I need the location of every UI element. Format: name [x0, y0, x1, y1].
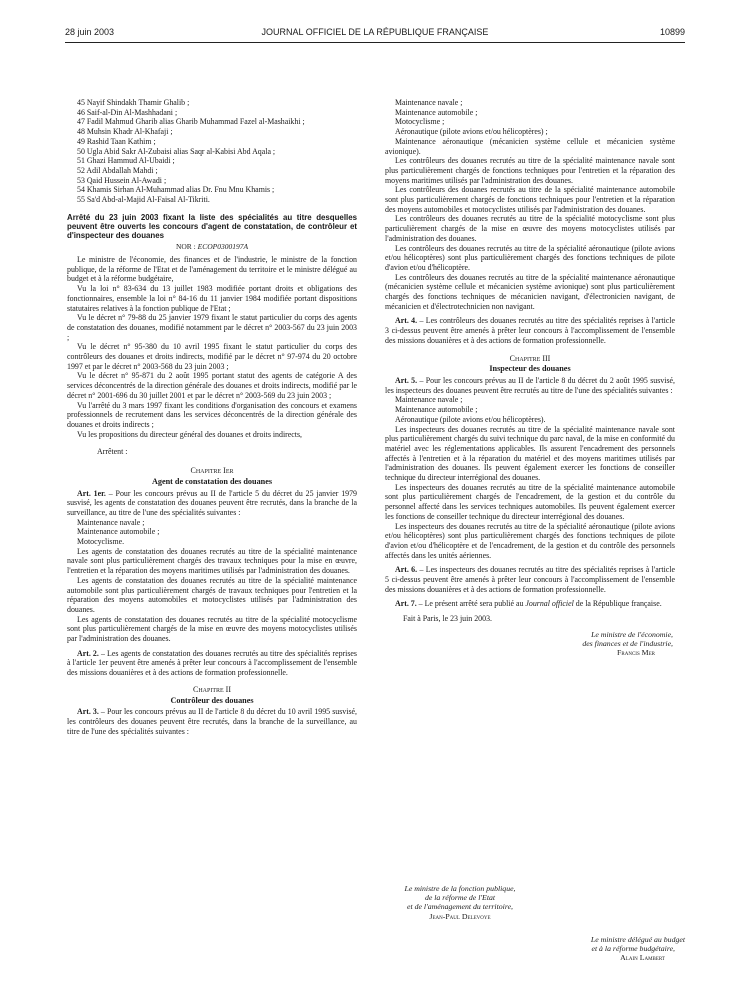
preamble-paragraph: Vu les propositions du directeur général des douanes et droits indirects,	[77, 429, 303, 439]
article-5-text: – Pour les concours prévus au II de l'article 8 du décret du 2 août 1995 susvisé, les inspecteurs des douanes peuvent être recrutés au titre de l'une des spécialités suivantes :	[385, 375, 675, 395]
signature-2-role: Le ministre de la fonction publique,	[404, 884, 516, 893]
list-item: Maintenance navale ;	[395, 395, 463, 405]
list-item: Maintenance automobile ;	[395, 107, 478, 117]
header-rule	[65, 42, 685, 43]
article-paragraph: Les inspecteurs des douanes recrutés au titre de la spécialité aéronautique (pilote avions et/ou hélicoptères) sont plus particulièrement chargés des fonctions techniques de pilote d'avion et/ou d'hélicoptère et de l'encadrement, de la gestion et du contrôle des personnels affectés dans les unités aériennes.	[385, 521, 675, 560]
preamble-paragraph: Le ministre de l'économie, des finances et de l'industrie, le ministre de la fonction publique, de la réforme de l'Etat et de l'aménagement du territoire et le ministre délégué au budget et à la réforme budgétaire,	[67, 255, 357, 284]
article-6-number: Art. 6.	[395, 565, 418, 575]
nor-reference	[67, 242, 357, 252]
left-column	[67, 98, 357, 736]
article-2-number: Art. 2.	[77, 648, 99, 658]
article-7-text-a: – Le présent arrêté sera publié au	[416, 599, 526, 609]
article-paragraph: Les agents de constatation des douanes recrutés au titre de la spécialité motocyclisme sont plus particulièrement chargés de la mise en œuvre des moyens motocyclistes utilisés par l'administration des douanes.	[67, 614, 357, 644]
article-7-text-b: de la République française.	[573, 599, 662, 609]
nor-label: NOR :	[175, 242, 198, 252]
article-5	[385, 376, 675, 395]
article-paragraph: Les inspecteurs des douanes recrutés au titre de la spécialité maintenance navale sont plus particulièrement chargés du suivi technique du parc naval, de la mise en conformité du matériel avec les réglementations applicables. Ils assurent l'encadrement des personnels affectés à l'entretien et à la réparation du matériel et des moyens maritimes utilisés par l'administration des douanes. Ils peuvent également exercer les fonctions de conseiller technique du directeur interrégional des douanes.	[385, 424, 675, 483]
right-column	[385, 98, 675, 657]
arretent-line: Arrêtent :	[97, 447, 128, 457]
article-1	[67, 489, 357, 518]
signature-block-2	[370, 884, 550, 921]
article-2-text: – Les agents de constatation des douanes recrutés au titre des spécialités reprises à l'article 1er peuvent être amenés à prêter leur concours à l'accomplissement de l'ensemble des missions douanières et à des actions de formation professionnelle.	[67, 648, 357, 678]
list-item: Aéronautique (pilote avions et/ou hélicoptères).	[395, 414, 546, 424]
list-item: 55 Sa'd Abd-al-Majid Al-Faisal Al-Tikriti.	[77, 195, 210, 205]
list-item: 45 Nayif Shindakh Thamir Ghalib ;	[77, 98, 190, 107]
article-paragraph: Les contrôleurs des douanes recrutés au titre de la spécialité maintenance aéronautique (mécanicien système cellule et mécanicien système avionique) sont plus particulièrement chargés des fonctions techniques de mécanicien navigant, d'électronicien navigant, de mécanicien et d'électrotechnicien non navigant.	[385, 272, 675, 311]
header-journal-title: JOURNAL OFFICIEL DE LA RÉPUBLIQUE FRANÇAISE	[261, 27, 489, 37]
article-7-journal: Journal officiel	[525, 599, 574, 609]
signature-1-name: Francis Mer	[617, 648, 655, 658]
list-item: 50 Ugla Abid Sakr Al-Zubaisi alias Saqr al-Kabisi Abd Aqala ;	[77, 146, 276, 156]
chapter-2-subtitle: Contrôleur des douanes	[170, 695, 254, 705]
list-item: 54 Khamis Sirhan Al-Muhammad alias Dr. Fnu Mnu Khamis ;	[77, 185, 275, 195]
preamble-paragraph: Vu le décret n° 95-380 du 10 avril 1995 fixant le statut particulier du corps des contrôleurs des douanes et droits indirects, modifié par le décret n° 97-974 du 20 octobre 1997 et par le décret n° 2003-568 du 23 juin 2003 ;	[67, 342, 357, 371]
signature-3-name: Alain Lambert	[620, 953, 665, 963]
done-at-line: Fait à Paris, le 23 juin 2003.	[403, 614, 492, 624]
preamble-paragraph: Vu le décret n° 95-871 du 2 août 1995 portant statut des agents de catégorie A des services déconcentrés de la direction générale des douanes et droits indirects, modifié par le décret n° 2001-696 du 30 juillet 2001 et par le décret n° 2003-569 du 23 juin 2003 ;	[67, 371, 357, 400]
article-3-text: – Pour les concours prévus au II de l'article 8 du décret du 10 avril 1995 susvisé, les contrôleurs des douanes peuvent être recrutés, dans la branche de la surveillance, au titre de l'une des spécialités suivantes :	[67, 707, 357, 736]
signature-2-name: Jean-Paul Delevoye	[429, 911, 491, 921]
article-6	[385, 565, 675, 594]
article-3-number: Art. 3.	[77, 707, 99, 717]
list-item: 53 Qaid Hussein Al-Awadi ;	[77, 175, 167, 185]
article-paragraph: Les agents de constatation des douanes recrutés au titre de la spécialité maintenance automobile sont plus particulièrement chargés de travaux techniques pour l'entretien et la réparation des moyens automobiles et motocyclistes utilisés par l'administration des douanes.	[67, 575, 357, 614]
article-4-number: Art. 4.	[395, 316, 418, 326]
article-paragraph: Les inspecteurs des douanes recrutés au titre de la spécialité maintenance automobile sont plus particulièrement chargés de l'encadrement, de la gestion et du contrôle du personnel affecté dans les services techniques automobiles. Ils peuvent également exercer les fonctions de conseiller technique du directeur interrégional des douanes.	[385, 482, 675, 521]
page-header	[65, 27, 685, 41]
article-paragraph: Les contrôleurs des douanes recrutés au titre de la spécialité maintenance navale sont plus particulièrement chargés de fonctions techniques pour l'entretien et la réparation des moyens maritimes utilisés par l'administration des douanes.	[385, 156, 675, 185]
article-1-number: Art. 1er.	[77, 488, 106, 498]
preamble-paragraph: Vu l'arrêté du 3 mars 1997 fixant les conditions d'organisation des concours et examens professionnels de recrutement dans les services déconcentrés de la direction générale des douanes et droits indirects ;	[67, 400, 357, 429]
article-5-number: Art. 5.	[395, 375, 418, 385]
names-list	[67, 98, 357, 205]
list-item: 49 Rashid Taan Kathim ;	[77, 136, 156, 146]
preamble-paragraph: Vu la loi n° 83-634 du 13 juillet 1983 modifiée portant droits et obligations des fonctionnaires, ensemble la loi n° 84-16 du 11 janvier 1984 modifiée portant dispositions statutaires relatives à la fonction publique de l'Etat ;	[67, 284, 357, 313]
list-item: 48 Muhsin Khadr Al-Khafaji ;	[77, 127, 173, 137]
article-paragraph: Les contrôleurs des douanes recrutés au titre de la spécialité motocyclisme sont plus particulièrement chargés de la mise en œuvre des moyens motocyclistes utilisés par l'administration des douanes.	[385, 214, 675, 243]
signature-3-role: Le ministre délégué au budget	[590, 935, 685, 944]
article-7	[385, 599, 675, 609]
decree-title: Arrêté du 23 juin 2003 fixant la liste des spécialités au titre desquelles peuvent être ouverts les concours d'agent de constatation, de contrôleur et d'inspecteur des douanes	[67, 212, 357, 241]
list-item: Motocyclisme ;	[395, 117, 445, 127]
header-page-number: 10899	[659, 27, 685, 37]
signature-3-role: et à la réforme budgétaire,	[591, 944, 675, 954]
article-7-number: Art. 7.	[395, 599, 417, 609]
list-item: 52 Adil Abdallah Mahdi ;	[77, 165, 158, 175]
list-item: Maintenance navale ;	[395, 98, 463, 107]
article-3	[67, 707, 357, 736]
list-item: Motocyclisme.	[77, 537, 125, 547]
header-date: 28 juin 2003	[65, 27, 115, 37]
article-paragraph: Les contrôleurs des douanes recrutés au titre de la spécialité maintenance automobile sont plus particulièrement chargés de fonctions techniques pour l'entretien et la réparation des moyens automobiles et motocyclistes utilisés par l'administration des douanes.	[385, 185, 675, 214]
chapter-1-subtitle: Agent de constatation des douanes	[151, 476, 273, 486]
chapter-3-subtitle: Inspecteur des douanes	[489, 364, 571, 374]
list-item: Maintenance aéronautique (mécanicien système cellule et mécanicien système avionique).	[385, 136, 675, 156]
signature-1-role: Le ministre de l'économie,	[591, 629, 673, 639]
preamble-paragraph: Vu le décret n° 79-88 du 25 janvier 1979 fixant le statut particulier du corps des agents de constatation des douanes, modifié notamment par le décret n° 2003-567 du 23 juin 2003 ;	[67, 313, 357, 342]
list-item: 47 Fadil Mahmud Gharib alias Gharib Muhammad Fazel al-Mashaikhi ;	[77, 117, 305, 127]
article-6-text: – Les inspecteurs des douanes recrutés au titre des spécialités reprises à l'article 5 ci-dessus peuvent être amenés à prêter leur concours à l'accomplissement de l'ensemble des missions douanières et à des actions de formation professionnelle.	[385, 565, 675, 594]
signature-2-role: et de l'aménagement du territoire,	[407, 902, 513, 912]
chapter-3-heading: Chapitre III	[509, 353, 551, 363]
list-item: Aéronautique (pilote avions et/ou hélicoptères) ;	[395, 127, 548, 137]
article-4-text: – Les contrôleurs des douanes recrutés au titre des spécialités reprises à l'article 3 ci-dessus peuvent être amenés à prêter leur concours à l'accomplissement de l'ensemble des missions douanières et à des actions de formation professionnelle.	[385, 316, 675, 345]
list-item: Maintenance automobile ;	[77, 527, 160, 537]
article-2	[67, 649, 357, 678]
list-item: 46 Saif-al-Din Al-Mashhadani ;	[77, 107, 178, 117]
signature-block-3	[505, 935, 685, 963]
signature-1-role: des finances et de l'industrie,	[582, 639, 673, 649]
article-4	[385, 316, 675, 345]
chapter-1-heading: Chapitre Ier	[190, 466, 234, 476]
list-item: Maintenance navale ;	[77, 517, 145, 527]
signature-2-role: de la réforme de l'Etat	[424, 893, 496, 903]
nor-code: ECOP0300197A	[197, 242, 249, 252]
list-item: Maintenance automobile ;	[395, 405, 478, 415]
article-paragraph: Les contrôleurs des douanes recrutés au titre de la spécialité aéronautique (pilote avions et/ou hélicoptères) sont plus particulièrement chargés des fonctions techniques de pilote d'avion et/ou d'hélicoptère.	[385, 243, 675, 272]
chapter-2-heading: Chapitre II	[193, 684, 231, 694]
signature-block-1	[385, 630, 675, 658]
article-1-text: – Pour les concours prévus au II de l'article 5 du décret du 25 janvier 1979 susvisé, les agents de constatation des douanes peuvent être recrutés, dans la branche de la surveillance, au titre de l'une des spécialités suivantes :	[67, 488, 357, 517]
article-paragraph: Les agents de constatation des douanes recrutés au titre de la spécialité maintenance navale sont plus particulièrement chargés des travaux techniques pour la mise en œuvre, l'entretien et la réparation des moyens maritimes utilisés par l'administration des douanes.	[67, 546, 357, 576]
list-item: 51 Ghazi Hammud Al-Ubaidi ;	[77, 156, 175, 166]
